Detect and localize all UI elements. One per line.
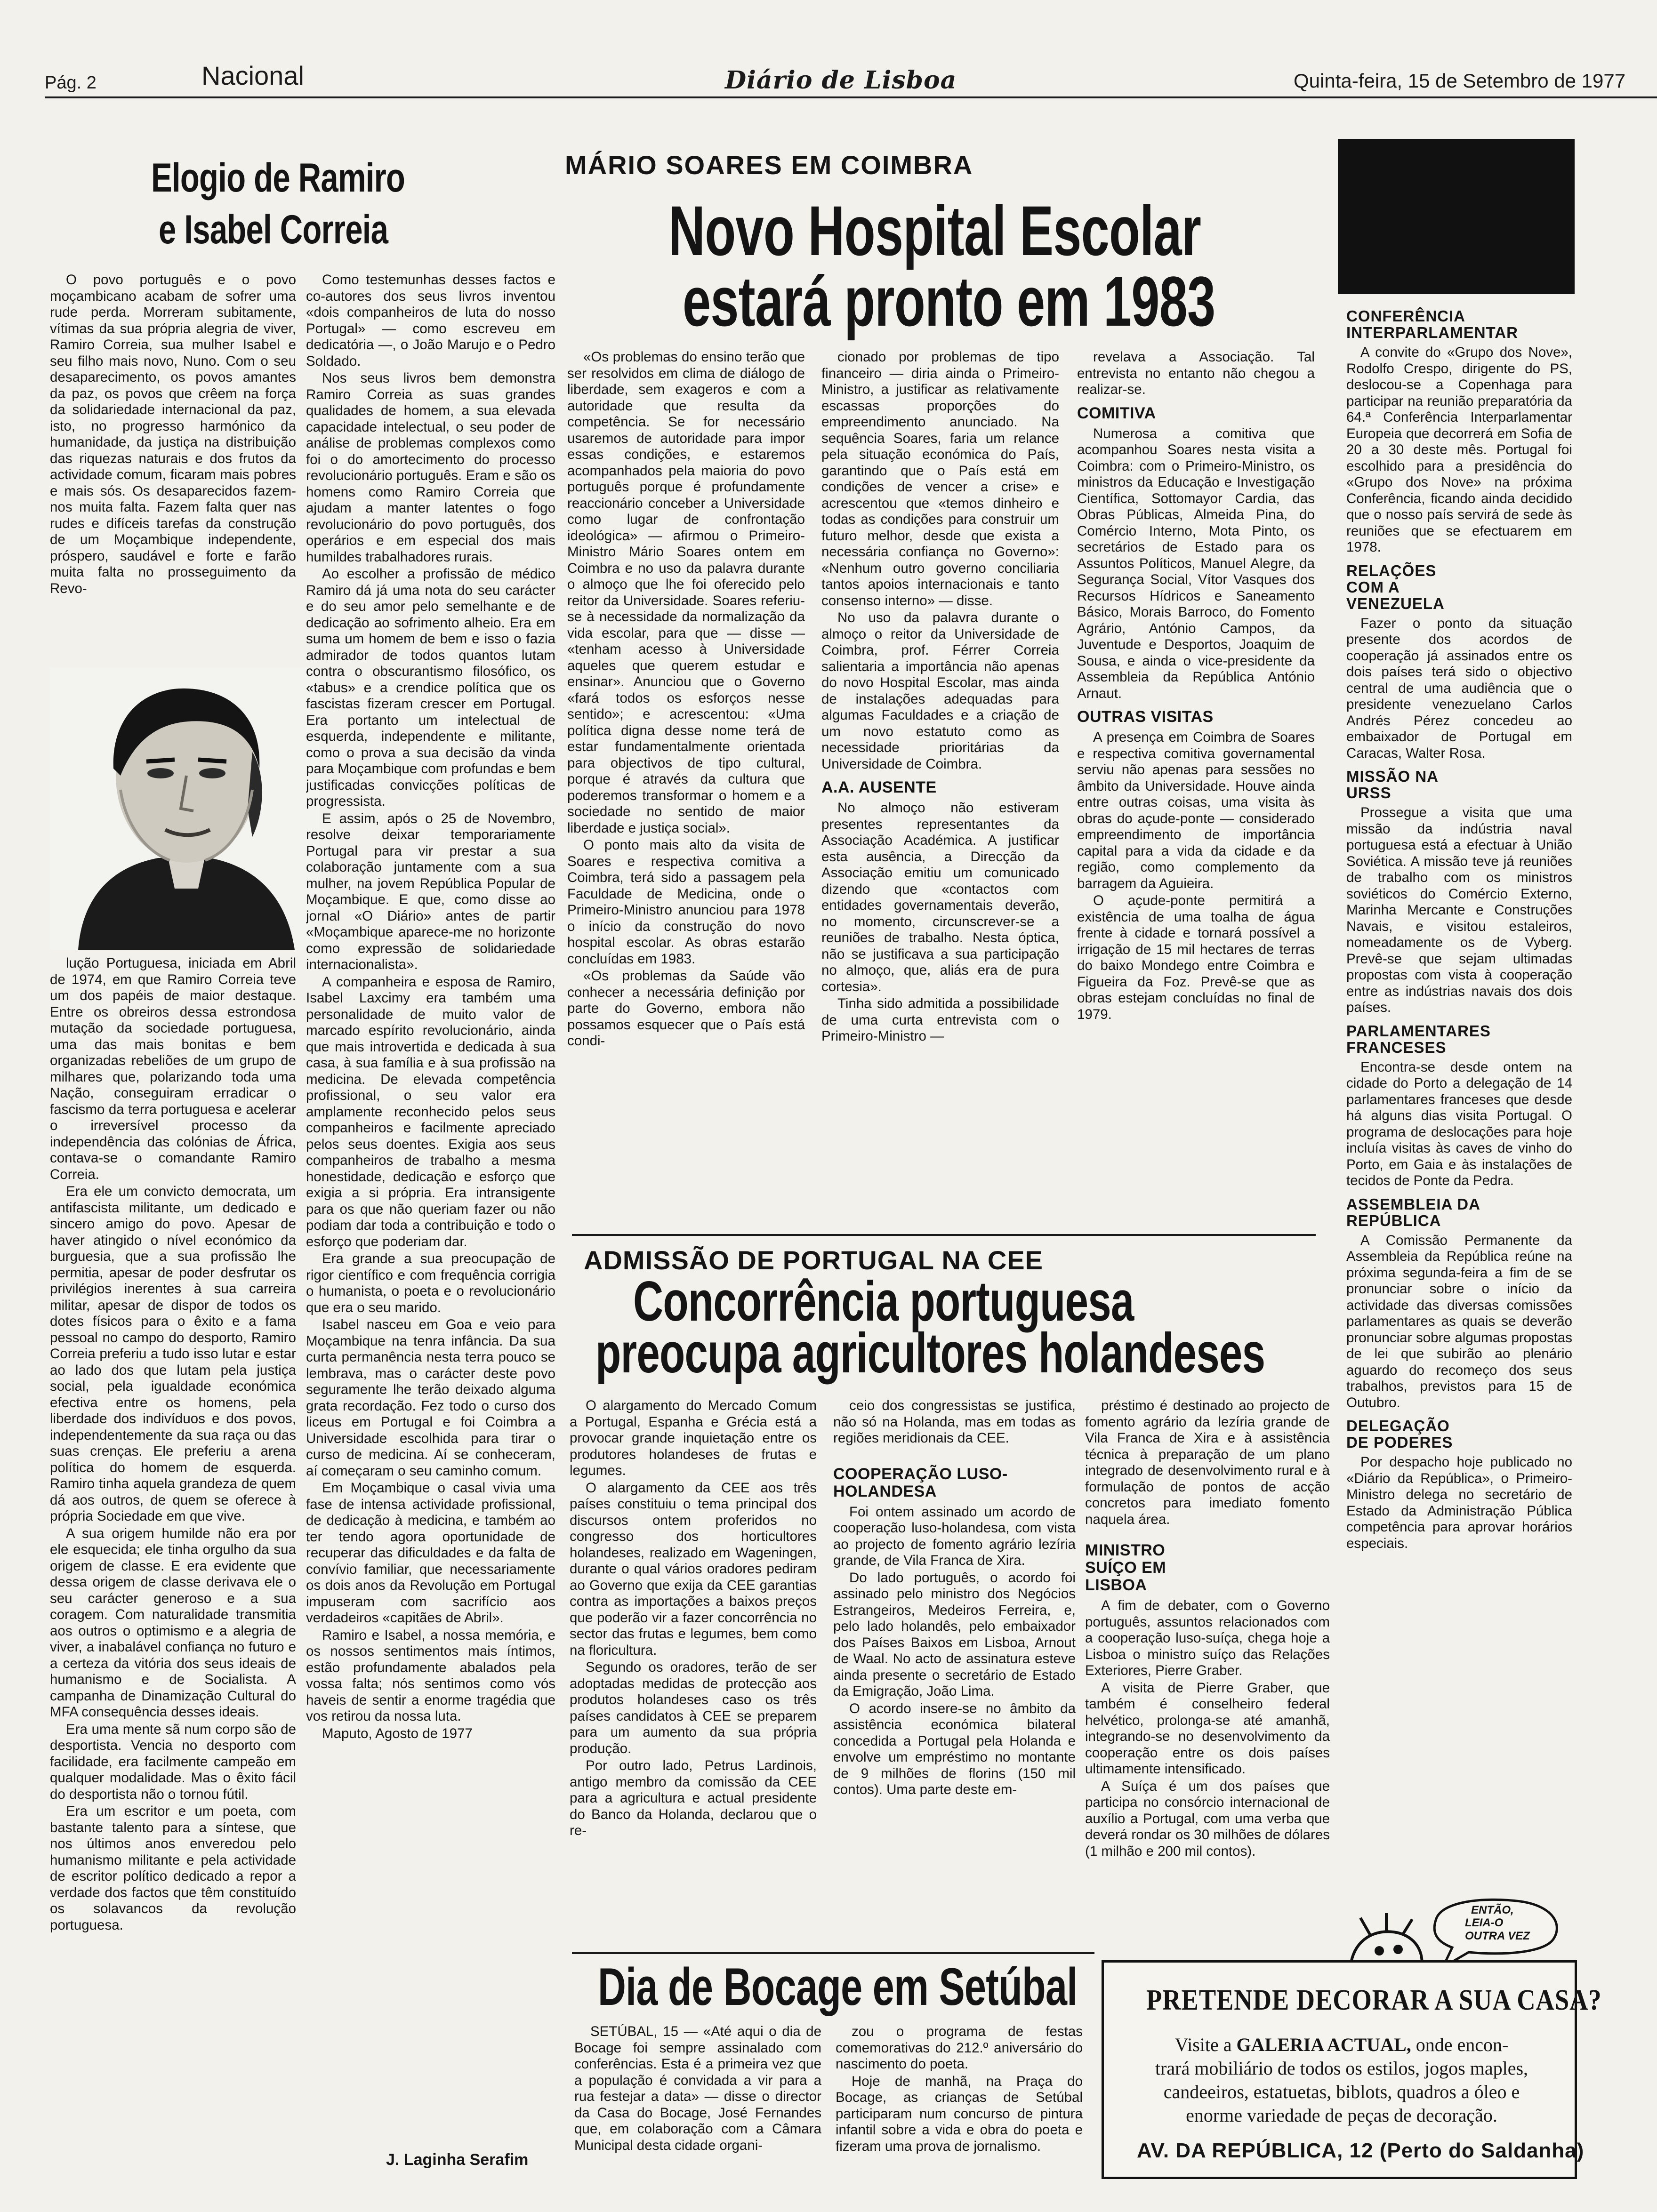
paragraph: O alargamento da CEE aos três países constituiu o tema principal dos discursos ontem proferidos no congresso dos horticultores holandeses, realizado em Wageningen, durante o qual vários oradores pediram ao Governo que exija da CEE garantias contra as importações a baixos preços que poderão vir a fazer concorrência no sector das frutas e legumes, bem como na floricultura. [570, 1480, 817, 1658]
elogio-title-line1: Elogio de Ramiro [151, 155, 405, 200]
paragraph: A Suíça é um dos países que participa no consórcio internacional de auxílio a Portugal, com uma verba que deverá rondar os 30 milhões de dólares (1 milhão e 200 mil contos). [1085, 1778, 1330, 1859]
cee-column-2 [833, 1398, 1076, 1953]
paragraph: O alargamento do Mercado Comum a Portugal, Espanha e Grécia está a provocar grande inquietação entre os produtores holandeses de frutas e legumes. [570, 1398, 817, 1478]
paragraph: Do lado português, o acordo foi assinado pelo ministro dos Negócios Estrangeiros, Medeiros Ferreira, e, pelo lado holandês, pelo embaixador dos Países Baixos em Lisboa, Arnout de Waal. No acto de assinatura esteve ainda presente o secretário de Estado da Emigração, João Lima. [833, 1570, 1076, 1699]
sidebar-briefs [1346, 301, 1572, 1906]
paragraph: A visita de Pierre Graber, que também é conselheiro federal helvético, prolonga-se até amanhã, integrando-se no desenvolvimento da cooperação entre os dois países ultimamente intensificado. [1085, 1680, 1330, 1777]
section-divider [572, 1234, 1316, 1236]
paragraph: Hoje de manhã, na Praça do Bocage, as crianças de Setúbal participaram num concurso de pintura infantil sobre a vida e obra do poeta e fizeram uma prova de jornalismo. [836, 2073, 1083, 2154]
cee-title-line2: preocupa agricultores holandeses [595, 1322, 1265, 1385]
paragraph: Ao escolher a profissão de médico Ramiro dá já uma nota do seu carácter e do seu amor pelo semelhante e de dedicação ao sofrimento alheio. Era em suma um homem de bem e isso o fazia admirador de todos quantos lutam contra o obscurantismo filosófico, os «tabus» e a crendice política que os fascistas fizeram crescer em Portugal. Era portanto um intelectual de esquerda, independente e militante, como o prova a sua decisão da vinda para Moçambique com profundas e bem justificadas convicções políticas de progressista. [306, 566, 555, 809]
paragraph: Por outro lado, Petrus Lardinois, antigo membro da comissão da CEE para a agricultura e actual presidente do Banco da Holanda, declarou que o re- [570, 1758, 817, 1838]
ad-gallery-name: GALERIA ACTUAL, [1236, 2034, 1411, 2055]
paragraph: revelava a Associação. Tal entrevista no entanto não chegou a realizar-se. [1077, 349, 1315, 397]
brief-heading-venezuela: RELAÇÕES COM A VENEZUELA [1346, 561, 1445, 612]
paragraph: A companheira e esposa de Ramiro, Isabel Laxcimy era também uma personalidade de muito valor de marcado espírito revolucionário, ainda que mais introvertida e dedicada à sua casa, à sua família e à sua profissão na medicina. De elevada competência profissional, o seu valor era amplamente reconhecido pelos seus companheiros e facilmente apreciado pelos seus doentes. Exigia aos seus companheiros de trabalho a mesma honestidade, dedicação e esforço que exigia a si própria. Era intransigente para os que não queriam fazer ou não podiam dar toda a contribuição e todo o esforço que poderiam dar. [306, 974, 555, 1250]
ad-line-1-end: onde encon- [1416, 2034, 1509, 2055]
paragraph: Encontra-se desde ontem na cidade do Porto a delegação de 14 parlamentares franceses que desde há alguns dias visita Portugal. O programa de deslocações para hoje incluía visitas às caves de vinho do Porto, em Gaia e às instalações de tecidos de Ponte da Pedra. [1346, 1059, 1572, 1188]
paragraph: Fazer o ponto da situação presente dos acordos de cooperação já assinados entre os dois países terá sido o objectivo central de uma audiência que o presidente venezuelano Carlos Andrés Pérez concedeu ao embaixador de Portugal em Caracas, Walter Rosa. [1346, 615, 1572, 761]
section-label: Nacional [201, 61, 304, 90]
masthead-rule [45, 96, 1657, 98]
coimbra-column-2 [821, 349, 1059, 1225]
paragraph: Em Moçambique o casal vivia uma fase de intensa actividade profissional, de dedicação à medicina, e também ao ter tendo agora oportunidade de recuperar das dificuldades e da falta de convívio familiar, que necessariamente os dois anos da Revolução em Portugal impuseram com sacrifício aos verdadeiros «capitães de Abril». [306, 1480, 555, 1626]
paragraph: Nos seus livros bem demonstra Ramiro Correia as suas grandes qualidades de homem, a sua elevada capacidade intelectual, o seu poder de análise de problemas complexos como foi o do amortecimento do processo revolucionário português. Eram e são os homens como Ramiro Correia que ajudam a manter latentes o fogo revolucionário do povo português, dos operários e em especial dos mais humildes trabalhadores rurais. [306, 370, 555, 565]
coimbra-kicker: MÁRIO SOARES EM COIMBRA [565, 150, 973, 180]
paragraph: O açude-ponte permitirá a existência de uma toalha de água frente à cidade e tornará possível a irrigação de 15 mil hectares de terras do baixo Mondego entre Coimbra e Figueira da Foz. Prevê-se que as obras estejam concluídas no final de 1979. [1077, 893, 1315, 1022]
paragraph: Como testemunhas desses factos e co-autores dos seus livros inventou «dois companheiros de luta do nosso Portugal» — como escreveu em dedicatória —, o João Marujo e o Pedro Soldado. [306, 272, 555, 369]
dateline: Maputo, Agosto de 1977 [322, 1725, 473, 1741]
portrait-image [50, 667, 320, 950]
coimbra-column-1 [567, 349, 805, 1225]
paragraph: O ponto mais alto da visita de Soares e respectiva comitiva a Coimbra, terá sido a passagem pela Faculdade de Medicina, onde o Primeiro-Ministro anunciou para 1978 o início da construção do novo hospital escolar. As obras estarão concluídas em 1983. [567, 837, 805, 967]
page-number: Pág. 2 [45, 73, 97, 93]
elogio-headline [45, 155, 553, 264]
cee-kicker: ADMISSÃO DE PORTUGAL NA CEE [584, 1245, 1043, 1275]
bocage-title: Dia de Bocage em Setúbal [598, 1957, 1078, 2016]
ad-line-1-start: Visite a [1174, 2034, 1232, 2055]
paragraph: A fim de debater, com o Governo português, assuntos relacionados com a cooperação luso-suíça, chega hoje a Lisboa o ministro suíço das Relações Exteriores, Pierre Graber. [1085, 1598, 1330, 1678]
coimbra-title-line2: estará pronto em 1983 [683, 262, 1215, 341]
brief-heading-franceses: PARLAMENTARES FRANCESES [1346, 1022, 1491, 1056]
paragraph: Foi ontem assinado um acordo de cooperação luso-holandesa, com vista ao projecto de fomento agrário lezíria grande, de Vila Franca de Xira. [833, 1504, 1076, 1568]
paragraph: A Comissão Permanente da Assembleia da República reúne na próxima segunda-feira a fim de se pronunciar sobre o início da actividade das diversas comissões parlamentares as quais se deverão pronunciar sobre algumas propostas de lei que subirão ao plenário aguardo do recomeço dos seus trabalhos, previstos para 15 de Outubro. [1346, 1232, 1572, 1411]
brief-heading-conferencia: CONFERÊNCIA INTERPARLAMENTAR [1346, 307, 1518, 341]
subheading-outras-visitas: OUTRAS VISITAS [1077, 708, 1214, 726]
paragraph: Era grande a sua preocupação de rigor científico e com frequência corrigia o humanista, o poeta e o revolucionário que era o seu marido. [306, 1251, 555, 1315]
paragraph: «Os problemas do ensino terão que ser resolvidos em clima de diálogo de liberdade, sem exageros e com a autoridade que resulta da competência. Se for necessário usaremos de autoridade para impor essas condições, e estaremos acompanhados pela maioria do povo português porque é profundamente reaccionário conceber a Universidade como lugar de confrontação ideológica» — afirmou o Primeiro-Ministro Mário Soares ontem em Coimbra e no uso da palavra durante o almoço que lhe foi oferecido pelo reitor da Universidade. Soares referiu-se à necessidade da normalização da vida escolar, para que — disse — «tenham acesso à Universidade aqueles que querem estudar e ensinar». Anunciou que o Governo «fará todos os esforços nesse sentido»; e acrescentou: «Uma política digna desse nome terá de estar fundamentalmente orientada para objectivos de tipo cultural, porque é através da cultura que poderemos transformar o homem e a sociedade no sentido de maior liberdade e justiça social». [567, 349, 805, 836]
paragraph: cionado por problemas de tipo financeiro — diria ainda o Primeiro-Ministro, a justificar as relativamente escassas proporções do empreendimento anunciado. Na sequência Soares, faria um relance pela situação económica do País, garantindo que o País está em condições de vencer a crise» e acrescentou que «temos dinheiro e todas as condições para construir um futuro melhor, desde que exista a necessária confiança no Governo»: «Nenhum outro governo conciliaria tantos apoios internacionais e tanto consenso interno» — disse. [821, 349, 1059, 609]
paragraph: Prossegue a visita que uma missão da indústria naval portuguesa está a efectuar à União Soviética. A missão teve já reuniões de trabalho com os ministros soviéticos do Comércio Externo, Marinha Mercante e Construções Navais, e visitou estaleiros, nomeadamente os de Vyberg. Prevê-se que sejam ultimadas propostas com vista à cooperação entre as indústrias navais dos dois países. [1346, 805, 1572, 1015]
subheading-ministro-suico: MINISTRO SUÍÇO EM LISBOA [1085, 1541, 1166, 1594]
masthead [0, 0, 1657, 108]
paragraph: A convite do «Grupo dos Nove», Rodolfo Crespo, dirigente do PS, deslocou-se a Copenhaga para participar na reunião preparatória da 64.ª Conferência Interparlamentar Europeia que decorrerá em Sofia de 20 a 30 deste mês. Portugal foi escolhido para a presidência do «Grupo dos Nove» na próxima Conferência, ficando ainda decidido que o nosso país servirá de sede às reuniões que se efectuarem em 1978. [1346, 345, 1572, 555]
paragraph: Numerosa a comitiva que acompanhou Soares nesta visita a Coimbra: com o Primeiro-Ministro, os ministros da Educação e Investigação Científica, Sottomayor Cardia, das Obras Públicas, Almeida Pina, do Comércio Interno, Mota Pinto, os secretários de Estado para os Assuntos Políticos, Manuel Alegre, da Segurança Social, Vítor Vasques dos Recursos Hídricos e Saneamento Básico, Morais Barroco, do Fomento Agrário, António Campos, da Juventude e Desportos, Joaquim de Sousa, e ainda o vice-presidente da Assembleia da República António Arnaut. [1077, 425, 1315, 701]
ad-body [1120, 2033, 1563, 2127]
brief-heading-delegacao: DELEGAÇÃO DE PODERES [1346, 1417, 1453, 1451]
ad-line-2: trará mobiliário de todos os estilos, jogos maples, [1155, 2058, 1528, 2079]
brief-heading-assembleia: ASSEMBLEIA DA REPÚBLICA [1346, 1195, 1480, 1229]
subheading-comitiva: COMITIVA [1077, 404, 1156, 422]
paragraph: Isabel nasceu em Goa e veio para Moçambique na tenra infância. Da sua curta permanência nesta terra pouco se lembrava, mas o carácter deste povo seguramente lhe terão deixado alguma grata recordação. Fez todo o curso dos liceus em Portugal e foi Coimbra a Universidade escolhida para tirar o curso de medicina. Aí se conheceram, aí começaram o seu caminho comum. [306, 1317, 555, 1479]
cee-title-line1: Concorrência portuguesa [633, 1270, 1134, 1333]
ad-title: PRETENDE DECORAR A SUA CASA? [1146, 1984, 1602, 2016]
ramiro-correia-photo [50, 667, 320, 950]
paragraph: Era um escritor e um poeta, com bastante talento para a síntese, que nos últimos anos enveredou pelo humanismo militante e pela actividade de escritor político dedicado a repor a verdade dos factos que têm constituído os solavancos da revolução portuguesa. [50, 1803, 296, 1933]
paragraph: O povo português e o povo moçambicano acabam de sofrer uma rude perda. Morreram subitamente, vítimas da sua própria alegria de viver, Ramiro Correia, sua mulher Isabel e seu filho mais novo, Nuno. Com o seu desaparecimento, os povos amantes da paz, os povos que crêem na força da solidariedade internacional da paz, isto, no progresso harmónico da humanidade, da justiça na distribuição das riquezas naturais e dos frutos da actividade comum, ficaram mais pobres e mais sós. Os desaparecidos fazem-nos muita falta. Fazem falta quer nas rudes e difíceis tarefas da construção de um Moçambique independente, próspero, saudável e forte e farão muita falta no prosseguimento da Revo- [50, 272, 296, 596]
cartoon-text-2: LEIA-O [1465, 1916, 1504, 1929]
cee-column-3 [1085, 1398, 1330, 1953]
coimbra-column-3 [1077, 349, 1315, 1225]
ad-line-4: enorme variedade de peças de decoração. [1186, 2105, 1497, 2126]
paragraph: Ramiro e Isabel, a nossa memória, e os nossos sentimentos mais íntimos, estão profundamente abalados pela vossa falta; nós sentimos como vós haveis de sentir a enorme tragédia que vos retirou da nossa luta. [306, 1627, 555, 1724]
bocage-column-1 [574, 2024, 821, 2188]
ad-line-1 [1120, 2033, 1563, 2057]
elogio-signature: J. Laginha Serafim [386, 2151, 529, 2169]
brief-heading-urss: MISSÃO NA URSS [1346, 768, 1438, 801]
paragraph: No almoço não estiveram presentes representantes da Associação Académica. A justificar esta ausência, a Direcção da Associação emitiu um comunicado dizendo que «contactos com entidades governamentais deverão, no momento, circunscrever-se a reuniões de trabalho. Nesta óptica, não se justificava a sua participação no almoço, que, aliás era de pura cortesia». [821, 800, 1059, 994]
subheading-cooperacao: COOPERAÇÃO LUSO-HOLANDESA [833, 1465, 1008, 1500]
paragraph: O acordo insere-se no âmbito da assistência económica bilateral concedida a Portugal pela Holanda e envolve um empréstimo no montante de 9 milhões de florins (150 mil contos). Uma parte deste em- [833, 1700, 1076, 1797]
elogio-column-1-continued [50, 955, 296, 2179]
bocage-column-2 [836, 2024, 1083, 2188]
ad-address: AV. DA REPÚBLICA, 12 (Perto do Saldanha) [1137, 2139, 1585, 2162]
paragraph: SETÚBAL, 15 — «Até aqui o dia de Bocage foi sempre assinalado com conferências. Esta é a primeira vez que a população é convidada a vir para a rua festejar a data» — disse o director da Casa do Bocage, José Fernandes que, em colaboração com a Câmara Municipal desta cidade organi- [574, 2024, 821, 2153]
sidebar-black-box [1338, 139, 1575, 294]
paragraph: préstimo é destinado ao projecto de fomento agrário da lezíria grande de Vila Franca de Xira e à assistência técnica à preparação de um plano integrado de desenvolvimento rural e à formulação de pontos de acção concretos para imediato fomento naquela área. [1085, 1398, 1330, 1527]
paragraph: «Os problemas da Saúde vão conhecer a necessária definição por parte do Governo, embora não possamos esquecer que o País está condi- [567, 968, 805, 1049]
paragraph: Por despacho hoje publicado no «Diário da República», o Primeiro-Ministro delega no secretário de Estado da Administração Pública competência para aprovar horários especiais. [1346, 1454, 1572, 1551]
paragraph: zou o programa de festas comemorativas do 212.º aniversário do nascimento do poeta. [836, 2024, 1083, 2072]
paragraph: lução Portuguesa, iniciada em Abril de 1974, em que Ramiro Correia teve um dos papéis de maior destaque. Entre os obreiros dessa estrondosa mutação da sociedade portuguesa, uma das mais bonitas e bem organizadas rebeliões de um grupo de milhares que, polarizando toda uma Nação, conseguiram erradicar o fascismo da terra portuguesa e acelerar o irreversível processo da independência das colónias de África, contava-se o comandante Ramiro Correia. [50, 955, 296, 1182]
coimbra-title-line1: Novo Hospital Escolar [668, 191, 1201, 270]
paragraph: Era ele um convicto democrata, um antifascista militante, um dedicado e sincero amigo do povo. Apesar de haver atingido o nível económico da burguesia, que a sua profissão lhe permitia, apesar de poder desfrutar os privilégios inerentes à sua carreira militar, apesar de dispor de todos os dotes físicos para o êxito e a fama pessoal no campo do desporto, Ramiro Correia preferiu a tudo isso lutar e estar ao lado dos que lutam pela justiça social, pela igualdade económica efectiva entre os homens, pela liberdade dos indivíduos e dos povos, independentemente da sua raça ou das suas crenças. Ele preferiu a arena política do homem de esquerda. Ramiro tinha aquela grandeza de quem dá aos outros, de quem se oferece à própria Sociedade em que vive. [50, 1184, 296, 1524]
ad-line-3: candeeiros, estatuetas, biblots, quadros a óleo e [1163, 2081, 1520, 2102]
bocage-top-rule [572, 1952, 1094, 1954]
paragraph: A sua origem humilde não era por ele esquecida; ele tinha orgulho da sua origem de classe. E era evidente que dessa origem de classe derivava ele o seu carácter generoso e a sua coragem. Com naturalidade transmitia aos outros o optimismo e a alegria de viver, a inabalável confiança no futuro e a certeza da vitória dos seus ideais de humanismo e de Socialista. A campanha de Dinamização Cultural do MFA consequência desses ideais. [50, 1525, 296, 1720]
paragraph: Segundo os oradores, terão de ser adoptadas medidas de protecção aos produtos holandeses caso os três países candidatos à CEE se preparem para um aumento da sua própria produção. [570, 1659, 817, 1756]
paragraph: Tinha sido admitida a possibilidade de uma curta entrevista com o Primeiro-Ministro — [821, 996, 1059, 1044]
cartoon-text-1: ENTÃO, [1471, 1904, 1514, 1916]
paragraph: A presença em Coimbra de Soares e respectiva comitiva governamental serviu não apenas para sessões no âmbito da Universidade. Houve ainda entre outras coisas, uma visita às obras do açude-ponte — considerado empreendimento de importância capital para a vida da cidade e da região, como complemento da barragem da Aguieira. [1077, 729, 1315, 891]
subheading-aa-ausente: A.A. AUSENTE [821, 778, 937, 796]
elogio-column-1 [50, 272, 296, 663]
paragraph: No uso da palavra durante o almoço o reitor da Universidade de Coimbra, prof. Férrer Correia salientaria a importância não apenas do novo Hospital Escolar, mas ainda de instalações adequadas para algumas Faculdades e a criação de um novo estatuto como as necessidade prioritárias da Universidade de Coimbra. [821, 610, 1059, 772]
issue-date: Quinta-feira, 15 de Setembro de 1977 [1294, 70, 1626, 92]
cartoon-text-3: OUTRA VEZ [1465, 1930, 1530, 1942]
paragraph: E assim, após o 25 de Novembro, resolve deixar temporariamente Portugal para vir prestar a sua colaboração juntamente com a sua mulher, na jovem República Popular de Moçambique. E que, como disse ao jornal «O Diário» antes de partir «Moçambique aparece-me no horizonte como expressão de solidariedade internacionalista». [306, 810, 555, 972]
paragraph: Era uma mente sã num corpo são de desportista. Vencia no desporto com facilidade, era facilmente campeão em qualquer modalidade. Mas o êxito fácil do desportista não o tornou fútil. [50, 1721, 296, 1802]
elogio-column-2 [306, 272, 555, 2131]
newspaper-name: Diário de Lisboa [725, 66, 957, 95]
elogio-title-line2: e Isabel Correia [159, 207, 388, 252]
cee-column-1 [570, 1398, 817, 1953]
galeria-actual-ad [1102, 1960, 1602, 2179]
paragraph: ceio dos congressistas se justifica, não só na Holanda, mas em todas as regiões meridionais da CEE. [833, 1398, 1076, 1446]
